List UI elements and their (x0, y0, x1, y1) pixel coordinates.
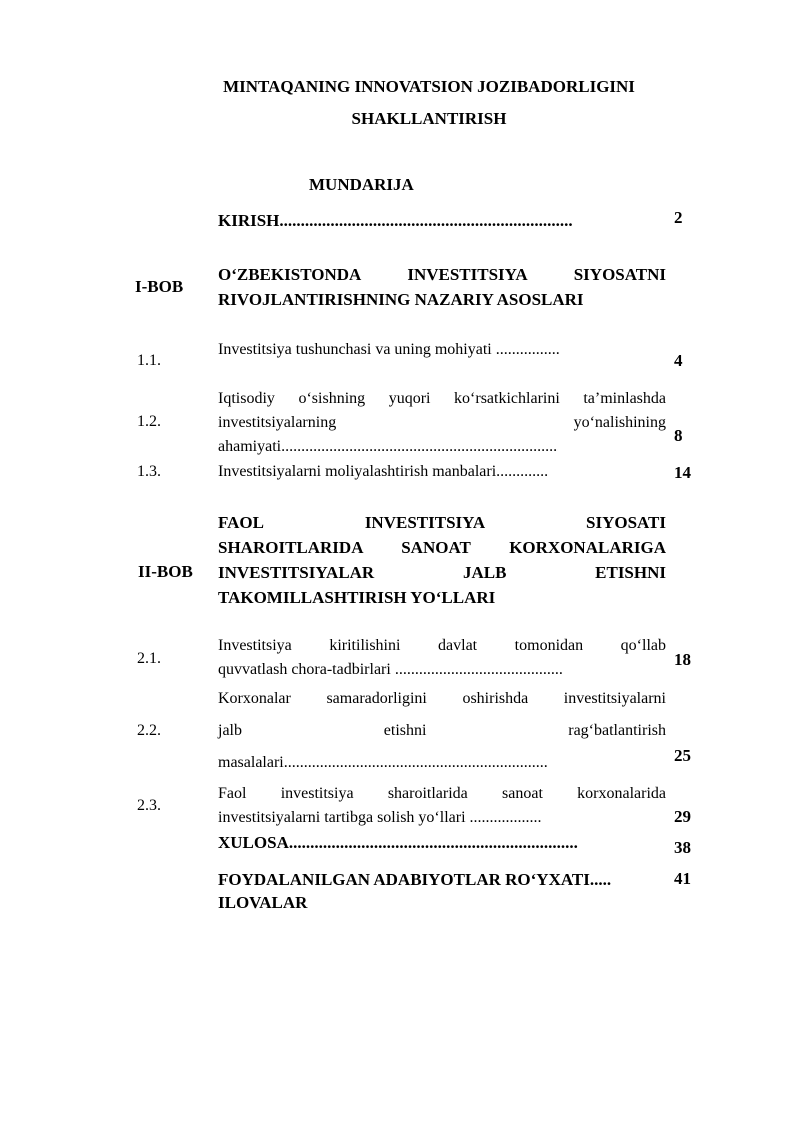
toc-references-label[interactable]: FOYDALANILGAN ADABIYOTLAR RO‘YXATI..... (218, 870, 612, 889)
toc-appendices-label[interactable]: ILOVALAR (218, 893, 308, 912)
section-1-2-line-1: Iqtisodiy o‘sishning yuqori ko‘rsatkichlarini ta’minlashda (218, 390, 666, 407)
chapter-1-label: I-BOB (135, 277, 184, 296)
chapter-2-title-line-1: FAOL INVESTITSIYA SIYOSATI (218, 513, 666, 532)
section-1-2-number: 1.2. (137, 413, 161, 430)
section-2-3-page: 29 (674, 807, 691, 826)
section-1-1-line-1: Investitsiya tushunchasi va uning mohiyati ................ (218, 341, 560, 358)
section-1-1-page: 4 (674, 351, 683, 370)
chapter-1-title-line-2: RIVOJLANTIRISHNING NAZARIY ASOSLARI (218, 290, 584, 309)
section-2-2-number: 2.2. (137, 722, 161, 739)
section-1-3-line-1: Investitsiyalarni moliyalashtirish manbalari............. (218, 463, 549, 480)
toc-references-page: 41 (674, 869, 691, 888)
section-2-1-line-2: quvvatlash chora-tadbirlari .......................................... (218, 661, 563, 678)
toc-intro-page: 2 (674, 208, 683, 227)
section-2-3-line-1: Faol investitsiya sharoitlarida sanoat korxonalarida (218, 785, 666, 802)
chapter-2-label: II-BOB (138, 562, 193, 581)
section-2-3-title[interactable] (218, 782, 666, 830)
section-2-2-line-2: jalb etishni rag‘batlantirish (218, 722, 666, 739)
section-1-3-page: 14 (674, 463, 691, 482)
section-1-2-line-3: ahamiyati..................................................................... (218, 438, 558, 455)
chapter-2-title-line-2: SHAROITLARIDA SANOAT KORXONALARIGA (218, 538, 666, 557)
section-1-3-title[interactable] (218, 460, 666, 484)
toc-intro-label[interactable]: KIRISH..................................................................... (218, 211, 573, 230)
section-2-2-line-1: Korxonalar samaradorligini oshirishda investitsiyalarni (218, 690, 666, 707)
document-title-line-1: MINTAQANING INNOVATSION JOZIBADORLIGINI (223, 77, 635, 96)
toc-heading: MUNDARIJA (309, 175, 414, 194)
chapter-2-title-line-4: TAKOMILLASHTIRISH YO‘LLARI (218, 588, 496, 607)
section-2-1-title[interactable] (218, 634, 666, 682)
document-title-line-2: SHAKLLANTIRISH (351, 109, 507, 128)
chapter-2-title-line-3: INVESTITSIYALAR JALB ETISHNI (218, 563, 666, 582)
section-2-2-page: 25 (674, 746, 691, 765)
toc-conclusion-page: 38 (674, 838, 691, 857)
section-1-2-page: 8 (674, 426, 683, 445)
section-2-1-line-1: Investitsiya kiritilishini davlat tomonidan qo‘llab (218, 637, 666, 654)
section-2-2-title[interactable] (218, 683, 666, 779)
chapter-2-title[interactable] (218, 510, 666, 610)
section-1-3-number: 1.3. (137, 463, 161, 480)
section-1-2-title[interactable] (218, 387, 666, 459)
section-2-1-page: 18 (674, 650, 691, 669)
section-2-3-line-2: investitsiyalarni tartibga solish yo‘llari .................. (218, 809, 542, 826)
section-1-2-line-2: investitsiyalarning yo‘nalishining (218, 414, 666, 431)
section-1-1-number: 1.1. (137, 352, 161, 369)
chapter-1-title-line-1: O‘ZBEKISTONDA INVESTITSIYA SIYOSATNI (218, 265, 666, 284)
section-2-1-number: 2.1. (137, 650, 161, 667)
section-2-3-number: 2.3. (137, 797, 161, 814)
chapter-1-title[interactable] (218, 262, 666, 312)
section-1-1-title[interactable] (218, 338, 666, 362)
section-2-2-line-3: masalalari.................................................................. (218, 754, 548, 771)
toc-conclusion-label[interactable]: XULOSA.................................................................... (218, 833, 578, 852)
